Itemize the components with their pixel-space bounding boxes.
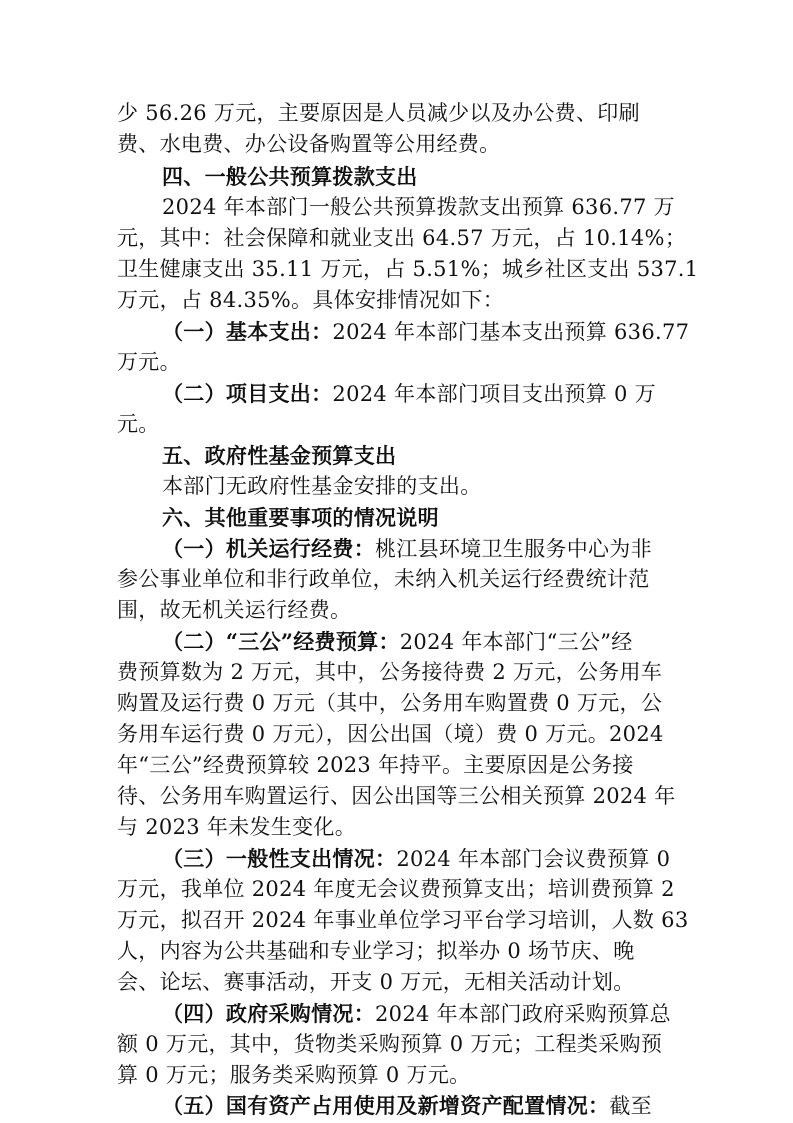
line-text: 人，内容为公共基础和专业学习；拟举办 0 场节庆、晚 (117, 939, 635, 963)
line-text: 待、公务用车购置运行、因公出国等三公相关预算 2024 年 (117, 784, 676, 808)
line-text: 额 0 万元，其中，货物类采购预算 0 万元；工程类采购预 (117, 1032, 663, 1056)
line-text: 少 56.26 万元，主要原因是人员减少以及办公费、印刷 (117, 101, 640, 125)
paragraph-line (0, 749, 793, 782)
line-text: 卫生健康支出 35.11 万元，占 5.51%；城乡社区支出 537.1 (117, 257, 699, 281)
line-text: 购置及运行费 0 万元（其中，公务用车购置费 0 万元，公 (117, 691, 663, 715)
paragraph-line (0, 1028, 793, 1061)
paragraph-line (0, 780, 793, 813)
line-text: 年“三公”经费预算较 2023 年持平。主要原因是公务接 (117, 753, 634, 777)
line-text: 元，其中：社会保障和就业支出 64.57 万元，占 10.14%； (117, 226, 687, 250)
paragraph-line (0, 532, 793, 565)
paragraph-line (0, 1059, 793, 1092)
paragraph-line (0, 253, 793, 286)
line-text: 本部门无政府性基金安排的支出。 (162, 474, 482, 498)
line-text: 2024 年本部门一般公共预算拨款支出预算 636.77 万 (162, 195, 675, 219)
paragraph-line (0, 284, 793, 317)
subheading-procurement: （四）政府采购情况： (162, 1001, 375, 1026)
paragraph-line (0, 1089, 793, 1122)
line-text: 会、论坛、赛事活动，开支 0 万元，无相关活动计划。 (117, 970, 635, 994)
subheading-operating-cost: （一）机关运行经费： (162, 536, 375, 561)
paragraph-line (0, 997, 793, 1030)
paragraph-line (0, 346, 793, 379)
line-text: 万元，占 84.35%。具体安排情况如下： (117, 288, 505, 312)
subheading-three-public: （二）“三公”经费预算： (162, 629, 400, 654)
line-text: 截至 (609, 1094, 652, 1118)
paragraph-line (0, 656, 793, 689)
heading-text: 六、其他重要事项的情况说明 (162, 505, 439, 530)
line-text: 2024 年本部门政府采购预算总 (375, 1002, 671, 1026)
paragraph-line (0, 935, 793, 968)
heading-text: 五、政府性基金预算支出 (162, 443, 397, 468)
paragraph-line (0, 966, 793, 999)
paragraph-line (0, 97, 793, 130)
subheading-project-expenditure: （二）项目支出： (162, 381, 333, 406)
paragraph-line (0, 408, 793, 441)
paragraph-line (0, 563, 793, 596)
line-text: 2024 年本部门“三公”经 (399, 630, 633, 654)
line-text: 务用车运行费 0 万元），因公出国（境）费 0 万元。2024 (117, 722, 664, 746)
paragraph-line (0, 222, 793, 255)
subheading-basic-expenditure: （一）基本支出： (162, 319, 333, 344)
paragraph-line (0, 315, 793, 348)
section-heading-4 (0, 160, 793, 193)
paragraph-line (0, 625, 793, 658)
paragraph-line (0, 470, 793, 503)
line-text: 万元，拟召开 2024 年事业单位学习平台学习培训，人数 63 (117, 908, 689, 932)
subheading-state-assets: （五）国有资产占用使用及新增资产配置情况： (162, 1093, 610, 1118)
paragraph-line (0, 191, 793, 224)
line-text: 围，故无机关运行经费。 (117, 598, 352, 622)
line-text: 与 2023 年未发生变化。 (117, 815, 356, 839)
paragraph-line (0, 594, 793, 627)
line-text: 2024 年本部门基本支出预算 636.77 (332, 320, 690, 344)
line-text: 2024 年本部门会议费预算 0 (396, 847, 671, 871)
section-heading-5 (0, 439, 793, 472)
paragraph-line (0, 718, 793, 751)
line-text: 算 0 万元；服务类采购预算 0 万元。 (117, 1063, 471, 1087)
line-text: 万元。 (117, 350, 181, 374)
paragraph-line (0, 128, 793, 161)
paragraph-line (0, 904, 793, 937)
line-text: 参公事业单位和非行政单位，未纳入机关运行经费统计范 (117, 567, 650, 591)
paragraph-line (0, 873, 793, 906)
paragraph-line (0, 842, 793, 875)
section-heading-6 (0, 501, 793, 534)
paragraph-line (0, 811, 793, 844)
line-text: 费、水电费、办公设备购置等公用经费。 (117, 132, 501, 156)
paragraph-line (0, 377, 793, 410)
subheading-general-expenditure: （三）一般性支出情况： (162, 846, 397, 871)
line-text: 万元，我单位 2024 年度无会议费预算支出；培训费预算 2 (117, 877, 675, 901)
heading-text: 四、一般公共预算拨款支出 (162, 164, 418, 189)
line-text: 桃江县环境卫生服务中心为非 (375, 537, 652, 561)
paragraph-line (0, 687, 793, 720)
line-text: 元。 (117, 412, 160, 436)
line-text: 2024 年本部门项目支出预算 0 万 (332, 382, 656, 406)
line-text: 费预算数为 2 万元，其中，公务接待费 2 万元，公务用车 (117, 660, 663, 684)
